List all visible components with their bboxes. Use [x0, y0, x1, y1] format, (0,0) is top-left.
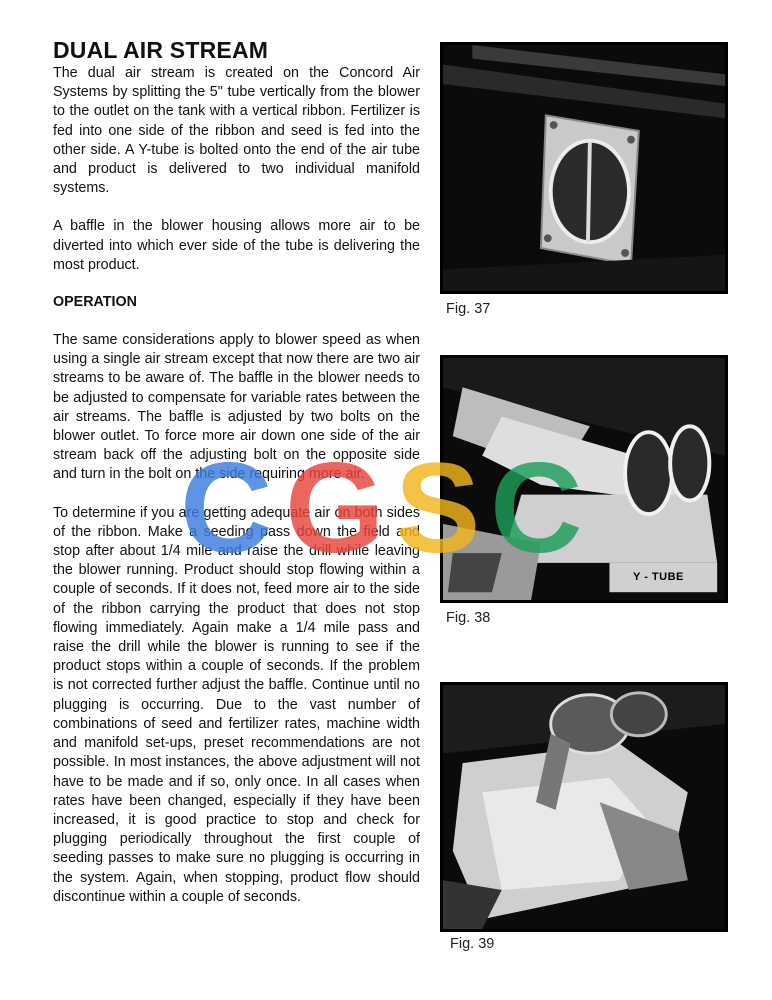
text-column	[53, 36, 420, 907]
watermark-letter-c2: C	[490, 440, 583, 570]
blower-housing-photo	[443, 685, 725, 929]
watermark-letter-s: S	[395, 440, 481, 570]
intro-paragraph-1: The dual air stream is created on the Concord Air Systems by splitting the 5" tube vertically from the blower to the outlet on the tank with a vertical ribbon. Fertilizer is fed into one side of the ribbon and seed is fed into the other side. A Y-tube is bolted onto the end of the air tube and product is delivered to two individual manifold systems.	[53, 65, 420, 197]
figure-38-caption: Fig. 38	[446, 610, 491, 626]
blower-outlet-photo	[443, 45, 725, 291]
operation-paragraph-1: The same considerations apply to blower speed as when using a single air stream except that now there are two air streams to be aware of. The baffle in the blower needs to be adjusted to compensate for variable rates between the air streams. The baffle is adjusted by two bolts on the blower outlet. To force more air down one side of the air stream back off the adjusting bolt on the opposite side and turn in the bolt on the side requiring more air.	[53, 332, 420, 483]
y-tube-label: Y - TUBE	[633, 571, 684, 583]
figure-38-photo	[440, 355, 728, 603]
watermark-letter-g: G	[285, 440, 385, 570]
intro-paragraph-2: A baffle in the blower housing allows more air to be diverted into which ever side of the tube is delivering the most product.	[53, 218, 420, 273]
operation-heading: OPERATION	[53, 294, 137, 311]
operation-paragraph-2: To determine if you are getting adequate air on both sides of the ribbon. Make a seeding pass down the field and stop after about 1/4 mile and raise the drill while leaving the blower running. Product should stop flowing within a couple of seconds. If it does not, feed more air to the side of the ribbon carrying the product that does not stop flowing immediately. Again make a 1/4 mile pass and raise the drill while the blower is running to see if the product stops within a couple of seconds. If the problem is not corrected further adjust the baffle. Continue until no plugging is occurring. Due to the vast number of combinations of seed and fertilizer rates, machine width and manifold set-ups, preset recommendations are not possible. In most instances, the above adjustment will not have to be made and if so, only once. In all cases when rates have been changed, especially if they have been increased, it is good practice to stop and check for plugging periodically throughout the first couple of seeding passes to make sure no plugging is occurring in the system. Again, when stopping, product flow should discontinue within a couple of seconds.	[53, 504, 420, 905]
y-tube-photo	[443, 358, 725, 600]
figure-39-caption: Fig. 39	[450, 936, 495, 952]
watermark-letter-c1: C	[180, 440, 273, 570]
figure-37-caption: Fig. 37	[446, 301, 491, 317]
section-title: DUAL AIR STREAM	[53, 37, 269, 63]
figure-37-photo	[440, 42, 728, 294]
figure-39-photo	[440, 682, 728, 932]
